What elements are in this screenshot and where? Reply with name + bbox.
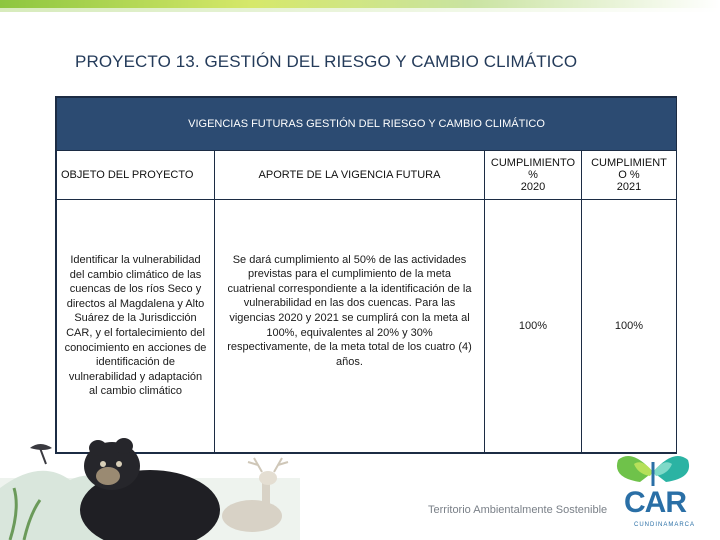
cell-cumplimiento-2020: 100% <box>485 200 582 453</box>
header-cumplimiento-2020 <box>485 151 582 200</box>
objeto-line: Identificar la vulnerabilidad <box>70 254 201 267</box>
header-2020-line: CUMPLIMIENTO <box>490 157 576 169</box>
logo-text: CAR <box>624 486 686 519</box>
objeto-line: vulnerabilidad y adaptación <box>68 370 203 383</box>
footer-tagline: Territorio Ambientalmente Sostenible <box>428 504 608 516</box>
header-2021-line: 2021 <box>616 181 642 193</box>
header-objeto: OBJETO DEL PROYECTO <box>57 151 215 200</box>
header-cumplimiento-2021 <box>582 151 677 200</box>
top-decorative-stripe-fade <box>0 8 720 12</box>
aporte-line: cuatrienal correspondiente a la identificación de la <box>227 282 472 295</box>
header-aporte: APORTE DE LA VIGENCIA FUTURA <box>215 151 485 200</box>
objeto-line: cuencas de los ríos Seco y <box>69 283 202 296</box>
header-2020-line: % <box>528 169 538 181</box>
objeto-line: del cambio climático de las <box>69 268 202 281</box>
cell-cumplimiento-2021: 100% <box>582 200 677 453</box>
header-2021-line: CUMPLIMIENT <box>591 157 667 169</box>
aporte-line: Se dará cumplimiento al 50% de las actividades <box>232 253 467 266</box>
aporte-line: años. <box>336 355 363 368</box>
table-row <box>57 200 677 453</box>
table-banner: VIGENCIAS FUTURAS GESTIÓN DEL RIESGO Y CAMBIO CLIMÁTICO <box>57 98 677 151</box>
objeto-line: conocimiento en acciones de <box>64 341 207 354</box>
logo-subtitle: CUNDINAMARCA <box>634 522 696 528</box>
aporte-text <box>218 253 481 370</box>
objeto-line: Suárez de la Jurisdicción <box>74 312 197 325</box>
objeto-line: al cambio climático <box>89 385 182 398</box>
bear-icon <box>80 438 220 540</box>
project-table <box>55 96 677 454</box>
aporte-line: vulnerabilidad en las dos cuencas. Para las <box>243 297 456 310</box>
objeto-line: CAR, y el fortalecimiento del <box>66 327 205 339</box>
header-2020-line: 2020 <box>520 181 546 193</box>
aporte-line: respectivamente, de la meta total de los cuatro (4) <box>227 341 472 354</box>
objeto-line: identificación de <box>96 356 175 369</box>
aporte-line: vigencias 2020 y 2021 se cumplirá con la meta al <box>229 312 470 324</box>
cell-aporte <box>215 200 485 453</box>
top-decorative-stripe <box>0 0 720 8</box>
header-2021-line: O % <box>618 169 640 181</box>
vigencias-table <box>56 97 677 453</box>
aporte-line: previstas para el cumplimiento de la meta <box>248 268 451 281</box>
page-title: PROYECTO 13. GESTIÓN DEL RIESGO Y CAMBIO CLIMÁTICO <box>75 52 578 71</box>
bird-icon <box>30 444 52 464</box>
cell-objeto <box>57 200 215 453</box>
objeto-line: directos al Magdalena y Alto <box>66 297 205 310</box>
wildlife-illustration <box>0 418 300 540</box>
aporte-line: 100%, equivalentes al 20% y 30% <box>266 326 433 339</box>
